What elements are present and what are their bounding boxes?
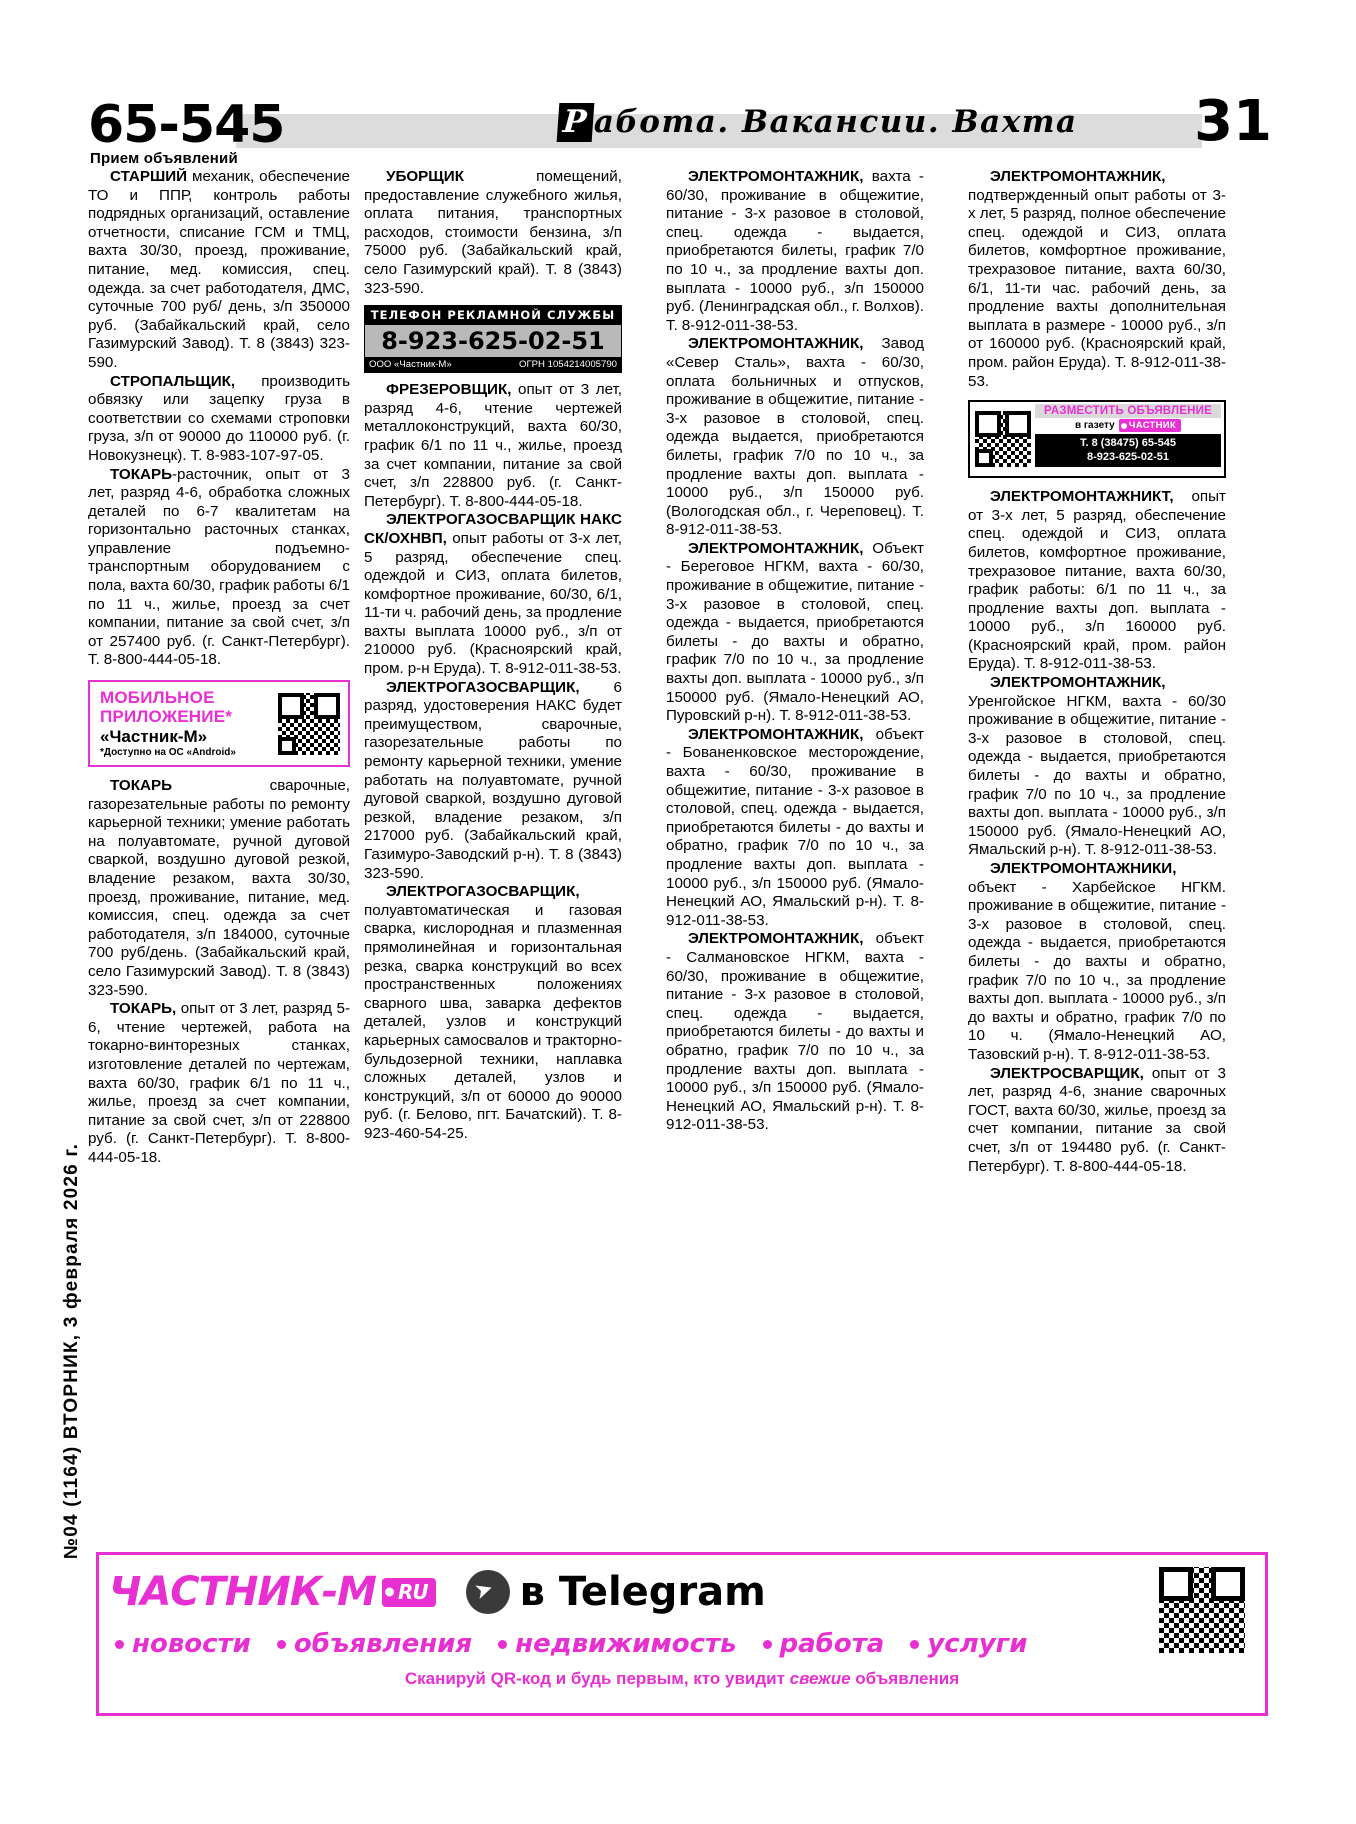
ad-item: ЭЛЕКТРОСВАРЩИК, опыт от 3 лет, разряд 4-6, знание сварочных ГОСТ, вахта 60/30, жилье, проезд за счет компании, питание за свой счет, з/п от 194480 руб. (г. Санкт-Петербург). Т. 8-800-444-05-18. [968, 1064, 1226, 1175]
ad-item: ЭЛЕКТРОМОНТАЖНИКИ, объект - Харбейское НГКМ. проживание в общежитие, питание - 3-х разовое в столовой, спец. одежда - выдается, приобретаются билеты - до вахты и обратно, график 7/0 по 10 ч., за продление вахты доп. выплата - 10000 руб., з/п до вахты и обратно, график 7/0 по 10 ч. (Ямало-Ненецкий АО, Тазовский р-н). Т. 8-912-011-38-53. [968, 860, 1226, 1063]
ad-item: ЭЛЕКТРОМОНТАЖНИК, вахта - 60/30, проживание в общежитие, питание - 3-х разовое в столовой, спец. одежда - выдается, приобретаются билеты, график 7/0 по 10 ч., за продление вахты доп. выплата - 10000 руб., з/п 150000 руб. (Ленинградская обл., г. Волхов). Т. 8-912-011-38-53. [666, 168, 924, 334]
ad-item: ЭЛЕКТРОГАЗОСВАРЩИК, 6 разряд, удостоверения НАКС будет преимуществом, сварочные, газорезательные работы по ремонту карьерной техники, умение работать на полуавтомате, ручной дуговой сваркой, воздушно дуговой резкой, владение резаком, з/п 217000 руб. (Забайкальский край, Газимуро-Заводский р-н). Т. 8 (3843) 323-590. [364, 678, 622, 882]
banner-footer [109, 1665, 1255, 1689]
chastnik-logo: ЧАСТНИК [1119, 419, 1181, 432]
section-title-dropcap: Р [557, 103, 595, 142]
ad-service-legal [365, 357, 621, 372]
banner-tag[interactable] [277, 1629, 472, 1659]
telegram-label: в Telegram [519, 1569, 766, 1615]
company-ogrn: ОГРН 1054214005790 [518, 359, 617, 371]
bullet-icon [763, 1640, 772, 1649]
banner-brand-row [109, 1561, 1149, 1623]
banner-tag-label: недвижимость [515, 1629, 737, 1659]
mobile-app-line1: МОБИЛЬНОЕ [100, 688, 215, 708]
place-ad-phones[interactable] [1035, 434, 1221, 467]
ad-item: ЭЛЕКТРОМОНТАЖНИК, объект - Бованенковское месторождение, вахта - 60/30, проживание в общежитие, питание - 3-х разовое в столовой, спец. одежда - выдается, приобретаются билеты - до вахты и обратно, график 7/0 по 10 ч., за продление вахты доп. выплата - 10000 руб., з/п 150000 руб. (Ямало-Ненецкий АО, Ямальский р-н). Т. 8-912-011-38-53. [666, 725, 924, 929]
ads-intake-phone: 65-545 [88, 95, 285, 155]
telegram-banner[interactable] [96, 1552, 1268, 1716]
telegram-icon [466, 1570, 510, 1614]
mobile-app-note: *Доступно на ОС «Android» [100, 747, 236, 759]
mobile-app-ad-box[interactable] [88, 680, 350, 767]
banner-tag-label: новости [132, 1629, 251, 1659]
ad-item: ЭЛЕКТРОМОНТАЖНИК, Объект - Береговое НГКМ, вахта - 60/30, проживание в общежитие, питание - 3-х разовое в столовой, спец. одежда - выдается, приобретаются билеты - до вахты и обратно, график 7/0 по 10 ч., за продление вахты доп. выплата - 10000 руб., з/п 150000 руб. (Ямало-Ненецкий АО, Пуровский р-н). Т. 8-912-011-38-53. [666, 539, 924, 725]
brand-name: ЧАСТНИК-М [109, 1569, 376, 1615]
chastnik-brand [109, 1569, 436, 1615]
place-ad-phone-1[interactable]: Т. 8 (38475) 65-545 [1080, 437, 1176, 450]
ad-item: ЭЛЕКТРОГАЗОСВАРЩИК НАКС СК/ОХНВП, опыт работы от 3-х лет, 5 разряд, обеспечение спец. одеждой и СИЗ, оплата билетов, комфортное проживание, 60/30, 6/1, 11-ти ч. рабочий день, за продление вахты выплата 10000 руб., з/п от 210000 руб. (Красноярский край, пром. р-н Еруда). Т. 8-912-011-38-53. [364, 511, 622, 678]
banner-tag-label: объявления [293, 1629, 473, 1659]
telegram-label-wrap[interactable] [466, 1569, 766, 1615]
issue-sidebar [52, 960, 92, 1760]
classifieds-columns [88, 168, 1268, 1316]
banner-tag[interactable] [763, 1629, 885, 1659]
ad-item: ЭЛЕКТРОМОНТАЖНИК, объект - Салмановское НГКМ, вахта - 60/30, проживание в общежитие, питание - 3-х разовое в столовой, спец. одежда - выдается, приобретаются билеты - до вахты и обратно, график 7/0 по 10 ч., за продление вахты доп. выплата - 10000 руб., з/п 150000 руб. (Ямало-Ненецкий АО, Ямальский р-н). Т. 8-912-011-38-53. [666, 930, 924, 1134]
place-ad-box[interactable] [968, 400, 1226, 478]
ad-item: УБОРЩИК помещений, предоставление служебного жилья, оплата питания, транспортных расходов, стоимости бензина, з/п 75000 руб. (Забайкальский край, село Газимурский край). Т. 8 (3843) 323-590. [364, 168, 622, 297]
ad-item: ЭЛЕКТРОГАЗОСВАРЩИК, полуавтоматическая и газовая сварка, кислородная и плазменная прямолинейная и горизонтальная резка, сварка конструкций во всех пространственных положениях сварного шва, заварка дефектов деталей, узлов и конструкций карьерных самосвалов и тракторно-бульдозерной техники, наплавка сложных деталей, узлов и конструкций, з/п от 60000 до 90000 руб. (г. Белово, пгт. Бачатский). Т. 8-923-460-54-25. [364, 883, 622, 1142]
section-title-rest: абота. Вакансии. Вахта [593, 104, 1078, 140]
qr-code-icon[interactable] [1159, 1567, 1245, 1653]
ad-item: ЭЛЕКТРОМОНТАЖНИК, Завод «Север Сталь», вахта - 60/30, оплата больничных и отпусков, проживание в общежитие, питание - 3-х разовое в столовой, спец. одежда выдается, приобретаются билеты, график 7/0 по 10 ч., за продление вахты доп. выплата - 10000 руб., з/п 150000 руб. (Вологодская обл., г. Череповец). Т. 8-912-011-38-53. [666, 335, 924, 539]
ad-item: СТРОПАЛЬЩИК, производить обвязку или зацепку груза в соответствии со схемами строповки груза, з/п от 90000 до 110000 руб. (г. Новокузнецк). Т. 8-983-107-97-05. [88, 372, 350, 464]
place-ad-right [1035, 402, 1224, 476]
banner-tag[interactable] [115, 1629, 251, 1659]
place-ad-sub-label: в газету [1074, 420, 1115, 432]
column-4 [968, 168, 1226, 1316]
banner-left [109, 1561, 1149, 1665]
banner-tags [109, 1623, 1149, 1665]
bullet-icon [910, 1640, 919, 1649]
ad-item: ЭЛЕКТРОМОНТАЖНИКТ, опыт от 3-х лет, 5 разряд, обеспечение спец. одеждой и СИЗ, оплата билетов, комфортное проживание, трехразовое питание, вахта 60/30, график работы: 6/1 по 11 ч., за продление вахты доп. выплата - 10000 руб., з/п 160000 руб. (Красноярский край, пром. район Еруда). Т. 8-912-011-38-53. [968, 488, 1226, 673]
qr-code-icon[interactable] [975, 411, 1031, 467]
mobile-app-line2: ПРИЛОЖЕНИЕ* [100, 707, 233, 727]
banner-tag[interactable] [910, 1629, 1027, 1659]
bullet-icon [115, 1640, 124, 1649]
place-ad-heading: РАЗМЕСТИТЬ ОБЪЯВЛЕНИЕ [1035, 404, 1221, 418]
column-2 [364, 168, 622, 1316]
section-title [558, 103, 1078, 142]
ads-intake-caption: Прием объявлений [90, 150, 238, 167]
mobile-app-text [100, 688, 270, 759]
banner-inner [109, 1561, 1255, 1665]
page-number: 31 [1194, 89, 1272, 154]
banner-tag-label: работа [779, 1629, 885, 1659]
ad-service-phone-title: ТЕЛЕФОН РЕКЛАМНОЙ СЛУЖБЫ [365, 306, 621, 325]
ad-service-phone-box[interactable] [364, 305, 622, 373]
banner-tag-label: услуги [927, 1629, 1028, 1659]
masthead [88, 89, 1272, 167]
banner-tag[interactable] [498, 1629, 736, 1659]
bullet-icon [498, 1640, 507, 1649]
banner-footer-a: Сканируй QR-код и будь первым, кто увидит [404, 1669, 790, 1688]
ad-item: ТОКАРЬ сварочные, газорезательные работы по ремонту карьерной техники; умение работать на полуавтомате, ручной дуговой сваркой, воздушно дуговой резкой, владение резаком, вахта 30/30, проезд, проживание, питание, мед. комиссия, спец. одежда за счет работодателя, з/п 184000, суточные 700 руб/день. (Забайкальский край, село Газимурский Завод). Т. 8 (3843) 323-590. [88, 777, 350, 999]
place-ad-phone-2[interactable]: 8-923-625-02-51 [1087, 451, 1169, 464]
column-3 [666, 168, 924, 1316]
ad-item: ЭЛЕКТРОМОНТАЖНИК, подтвержденный опыт работы от 3-х лет, 5 разряд, полное обеспечение спец. одеждой и СИЗ, оплата билетов, комфортное проживание, трехразовое питание, вахта 60/30, 6/1, 11-ти час. рабочий день, за продление вахты дополнительная выплата в размере - 10000 руб., з/п от 160000 руб. (Красноярский край, пром. район Еруда). Т. 8-912-011-38-53. [968, 168, 1226, 390]
place-ad-qr-wrap[interactable] [970, 402, 1035, 476]
ad-item: ТОКАРЬ, опыт от 3 лет, разряд 5-6, чтение чертежей, работа на токарно-винторезных станках, изготовление деталей по чертежам, вахта 60/30, график 6/1 по 11 ч., жилье, проезд за счет компании, питание за свой счет, з/п от 228800 руб. (г. Санкт-Петербург). Т. 8-800-444-05-18. [88, 1000, 350, 1166]
brand-ru-badge: RU [382, 1578, 436, 1607]
ad-item: СТАРШИЙ механик, обеспечение ТО и ППР, контроль работы подрядных организаций, оставление отчетности, списание ГСМ и ТМЦ, вахта 30/30, проезд, проживание, питание, мед. комиссия, спец. одежда. за счет работодателя, ДМС, суточные 700 руб/ день, з/п 350000 руб. (Забайкальский край, село Газимурский Завод). Т. 8 (3843) 323-590. [88, 168, 350, 371]
company-name: ООО «Частник-М» [369, 359, 452, 371]
ad-service-phone-number[interactable]: 8-923-625-02-51 [381, 327, 605, 356]
qr-code-icon[interactable] [278, 693, 340, 755]
ad-item: ЭЛЕКТРОМОНТАЖНИК, Уренгойское НГКМ, вахта - 60/30 проживание в общежитие, питание - 3-х разовое в столовой, спец. одежда - выдается, приобретаются билеты - до вахты и обратно, график 7/0 по 10 ч., за продление вахты доп. выплата - 10000 руб., з/п 150000 руб. (Ямало-Ненецкий АО, Ямальский р-н). Т. 8-912-011-38-53. [968, 674, 1226, 859]
ad-item: ТОКАРЬ-расточник, опыт от 3 лет, разряд 4-6, обработка сложных деталей по 6-7 квалитетам на горизонтально расточных станках, управление подъемно-транспортным оборудованием с пола, вахта 60/30, график работы 6/1 по 11 ч., жилье, проезд за счет компании, питание за свой счет, з/п от 257400 руб. (г. Санкт-Петербург). Т. 8-800-444-05-18. [88, 465, 350, 669]
bullet-icon [277, 1640, 286, 1649]
issue-date-line: №04 (1164) ВТОРНИК, 3 февраля 2026 г. [61, 1142, 82, 1560]
column-1 [88, 168, 350, 1316]
ad-item: ФРЕЗЕРОВЩИК, опыт от 3 лет, разряд 4-6, чтение чертежей металлоконструкций, вахта 60/30, график 6/1 по 11 ч., жилье, проезд за счет компании, питание за свой счет, з/п 228800 руб. (г. Санкт-Петербург). Т. 8-800-444-05-18. [364, 381, 622, 510]
banner-footer-b: объявления [850, 1669, 960, 1688]
banner-footer-emph: свежие [789, 1669, 851, 1688]
place-ad-sub [1035, 418, 1221, 432]
mobile-app-name: «Частник-М» [100, 727, 208, 747]
